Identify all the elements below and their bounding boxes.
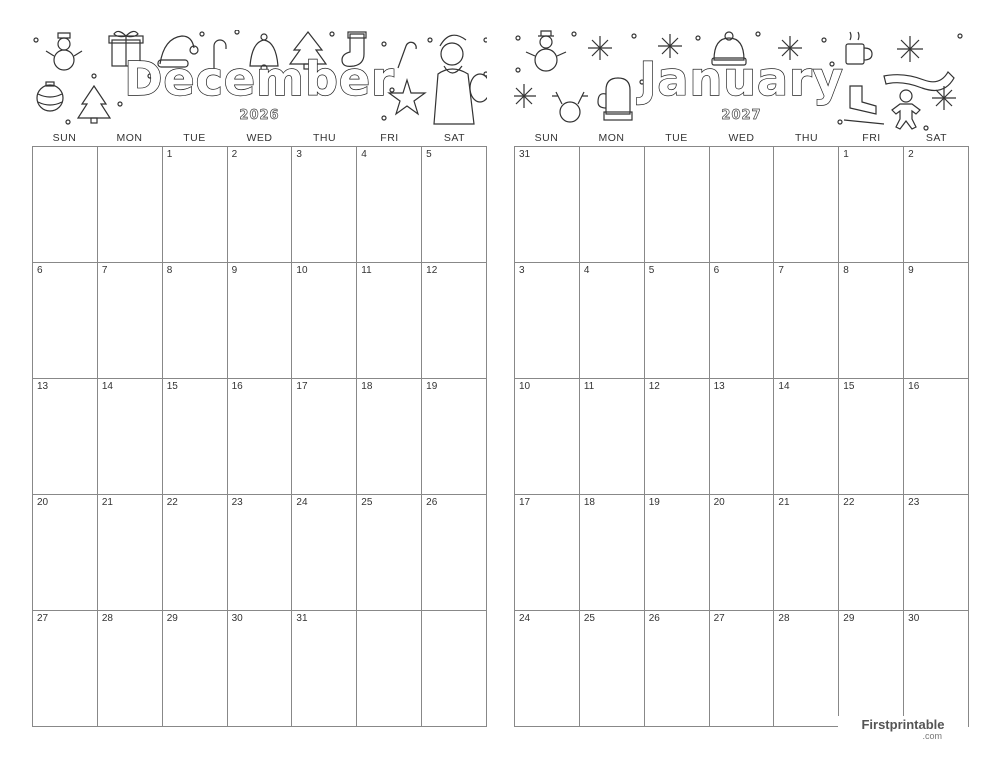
day-cell (515, 611, 580, 727)
day-number: 21 (778, 497, 790, 508)
day-cell (98, 147, 163, 263)
day-cell (228, 495, 293, 611)
day-number: 9 (231, 265, 238, 276)
day-cell (228, 611, 293, 727)
day-cell (710, 611, 775, 727)
day-cell (163, 611, 228, 727)
day-cell (645, 263, 710, 379)
day-cell (839, 611, 904, 727)
day-number: 25 (361, 497, 373, 508)
day-cell (580, 379, 645, 495)
weekday-label: THU (312, 132, 337, 144)
day-number: 1 (166, 149, 173, 160)
day-number: 27 (37, 613, 49, 624)
day-cell (163, 495, 228, 611)
day-cell (904, 611, 969, 727)
day-number: 26 (426, 497, 438, 508)
day-cell (710, 147, 775, 263)
brand-domain: .com (922, 731, 942, 741)
day-number: 7 (101, 265, 108, 276)
day-cell (163, 147, 228, 263)
day-cell (98, 263, 163, 379)
day-cell (515, 263, 580, 379)
weekday-label: FRI (862, 132, 881, 144)
day-number: 29 (843, 613, 855, 624)
day-number: 13 (713, 381, 725, 392)
day-number: 24 (519, 613, 531, 624)
day-cell (422, 147, 487, 263)
day-number: 15 (166, 381, 178, 392)
day-number: 9 (908, 265, 914, 276)
day-cell (839, 495, 904, 611)
day-cell (163, 379, 228, 495)
day-number: 10 (519, 381, 531, 392)
day-grid (32, 146, 487, 727)
day-number: 12 (426, 265, 438, 276)
day-cell (645, 611, 710, 727)
weekday-label: MON (116, 132, 143, 144)
day-number: 19 (648, 497, 660, 508)
day-number: 11 (361, 265, 372, 276)
day-cell (422, 611, 487, 727)
weekday-label: THU (794, 132, 819, 144)
day-number: 16 (231, 381, 243, 392)
calendar-header (32, 30, 487, 131)
day-cell (357, 495, 422, 611)
day-cell (774, 611, 839, 727)
day-number: 30 (231, 613, 243, 624)
month-title: January (639, 52, 844, 106)
day-number: 23 (231, 497, 243, 508)
day-number: 11 (583, 381, 595, 392)
day-number: 28 (101, 613, 113, 624)
day-cell (774, 263, 839, 379)
day-cell (904, 495, 969, 611)
day-cell (645, 147, 710, 263)
day-number: 7 (778, 265, 784, 276)
calendar-header (514, 30, 969, 131)
day-cell (98, 611, 163, 727)
day-cell (33, 379, 98, 495)
day-cell (515, 379, 580, 495)
day-number: 18 (583, 497, 595, 508)
day-cell (357, 611, 422, 727)
day-cell (580, 495, 645, 611)
day-cell (580, 147, 645, 263)
day-cell (904, 147, 969, 263)
day-cell (33, 495, 98, 611)
day-cell (228, 379, 293, 495)
day-number: 4 (361, 149, 367, 160)
day-number: 30 (908, 613, 920, 624)
weekday-label: SUN (534, 132, 559, 144)
year-label: 2026 (239, 108, 280, 123)
day-number: 16 (908, 381, 920, 392)
day-cell (904, 379, 969, 495)
day-number: 3 (519, 265, 525, 276)
day-cell (357, 379, 422, 495)
day-number: 2 (231, 149, 238, 160)
day-number: 10 (296, 265, 308, 276)
month-title: December (124, 52, 395, 106)
weekday-label: SAT (443, 132, 466, 144)
day-cell (33, 263, 98, 379)
day-cell (774, 495, 839, 611)
day-number: 1 (843, 149, 849, 160)
day-number: 2 (908, 149, 914, 160)
day-cell (357, 263, 422, 379)
day-number: 14 (778, 381, 790, 392)
day-cell (98, 495, 163, 611)
day-number: 13 (37, 381, 49, 392)
day-cell (33, 147, 98, 263)
day-cell (515, 147, 580, 263)
day-number: 6 (37, 265, 43, 276)
day-cell (839, 379, 904, 495)
day-number: 27 (713, 613, 725, 624)
day-number: 5 (426, 149, 432, 160)
day-cell (710, 379, 775, 495)
weekday-header (514, 131, 969, 146)
day-number: 12 (648, 381, 660, 392)
weekday-label: SAT (925, 132, 948, 144)
brand-name: Firstprintable (861, 717, 945, 732)
day-number: 14 (101, 381, 113, 392)
day-number: 31 (519, 149, 531, 160)
day-number: 5 (648, 265, 655, 276)
day-cell (839, 147, 904, 263)
day-number: 21 (101, 497, 113, 508)
day-number: 22 (843, 497, 855, 508)
day-number: 17 (519, 497, 531, 508)
day-number: 28 (778, 613, 790, 624)
brand-logo (838, 716, 968, 741)
day-number: 15 (843, 381, 855, 392)
weekday-header (32, 131, 487, 146)
day-cell (710, 495, 775, 611)
year-label: 2027 (721, 108, 762, 123)
day-number: 23 (908, 497, 920, 508)
weekday-label: TUE (665, 132, 688, 144)
calendar-january (514, 30, 969, 727)
day-cell (580, 263, 645, 379)
day-number: 20 (37, 497, 49, 508)
day-cell (292, 379, 357, 495)
weekday-label: FRI (380, 132, 399, 144)
day-cell (710, 263, 775, 379)
day-cell (292, 263, 357, 379)
day-number: 17 (296, 381, 308, 392)
day-number: 8 (166, 265, 173, 276)
day-cell (839, 263, 904, 379)
day-cell (292, 611, 357, 727)
day-number: 4 (583, 265, 590, 276)
day-cell (645, 495, 710, 611)
day-number: 19 (426, 381, 438, 392)
day-cell (774, 379, 839, 495)
day-cell (98, 379, 163, 495)
day-cell (515, 495, 580, 611)
day-cell (163, 263, 228, 379)
day-cell (357, 147, 422, 263)
day-cell (33, 611, 98, 727)
day-number: 24 (296, 497, 308, 508)
weekday-label: WED (246, 132, 273, 144)
day-cell (228, 147, 293, 263)
day-number: 6 (713, 265, 720, 276)
day-cell (292, 147, 357, 263)
day-grid (514, 146, 969, 727)
calendar-december (32, 30, 487, 727)
day-number: 26 (648, 613, 660, 624)
day-cell (645, 379, 710, 495)
day-cell (904, 263, 969, 379)
weekday-label: WED (728, 132, 755, 144)
day-cell (422, 263, 487, 379)
weekday-label: SUN (52, 132, 77, 144)
day-cell (422, 495, 487, 611)
day-number: 3 (296, 149, 302, 160)
day-number: 25 (583, 613, 595, 624)
day-cell (774, 147, 839, 263)
day-number: 8 (843, 265, 849, 276)
day-number: 18 (361, 381, 373, 392)
day-number: 22 (166, 497, 178, 508)
day-cell (580, 611, 645, 727)
weekday-label: TUE (183, 132, 206, 144)
weekday-label: MON (598, 132, 625, 144)
day-cell (292, 495, 357, 611)
day-cell (228, 263, 293, 379)
day-number: 29 (166, 613, 178, 624)
day-number: 20 (713, 497, 725, 508)
day-number: 31 (296, 613, 308, 624)
day-cell (422, 379, 487, 495)
